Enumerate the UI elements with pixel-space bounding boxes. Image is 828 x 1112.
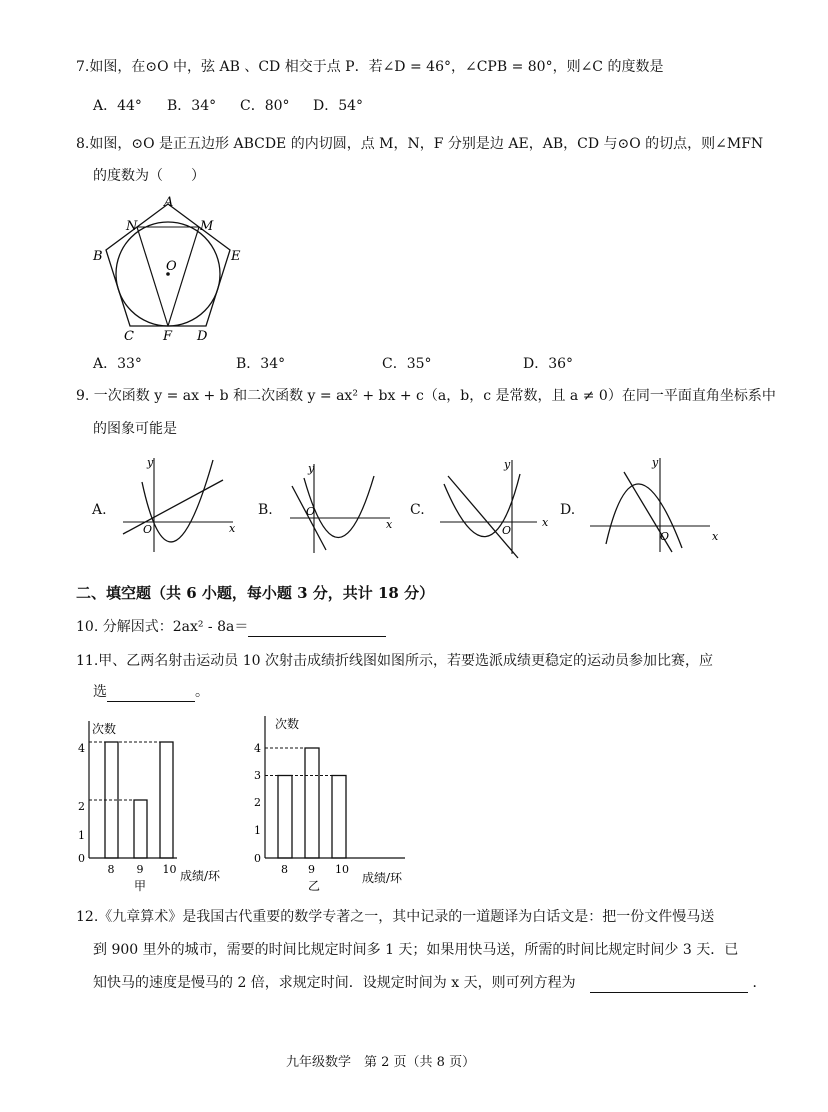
chart-yi-ytick-0: 0 xyxy=(254,852,261,865)
chart-yi xyxy=(248,710,413,895)
xtick-10: 10 xyxy=(162,863,177,876)
q8-option-c: C．35° xyxy=(382,356,432,372)
chart-yi-ytick-4: 4 xyxy=(254,742,261,755)
label-n: N xyxy=(126,219,138,234)
q9-option-d: D. xyxy=(560,502,576,518)
q7-text: 7.如图，在⊙O 中，弦 AB 、CD 相交于点 P．若∠D = 46°，∠CPB = 80°，则∠C 的度数是 xyxy=(76,59,664,75)
q12-line3-text: 知快马的速度是慢马的 2 倍，求规定时间．设规定时间为 x 天，则可列方程为 xyxy=(93,975,576,991)
axis-y-label: y xyxy=(504,458,511,471)
axis-x-label: x xyxy=(542,516,549,529)
label-a: A xyxy=(164,195,174,210)
q12-answer-blank[interactable] xyxy=(590,976,748,993)
q11-answer-blank[interactable] xyxy=(107,685,195,702)
xtick-8: 8 xyxy=(107,863,115,876)
axis-x-label: x xyxy=(712,530,719,543)
origin-label: O xyxy=(143,523,153,536)
axis-y-label: y xyxy=(147,456,154,469)
chart-jia-xlabel: 成绩/环 xyxy=(180,869,221,883)
q9-graph-a xyxy=(118,452,243,557)
chart-jia-ytick-4: 4 xyxy=(78,742,85,755)
q8-line2: 的度数为（ ） xyxy=(93,168,205,184)
origin-label: O xyxy=(660,530,670,543)
chart-jia xyxy=(72,715,252,895)
q10-label: 10. 分解因式：2ax² - 8a＝ xyxy=(76,619,249,635)
chart-yi-name: 乙 xyxy=(308,879,321,893)
q7-option-d: D．54° xyxy=(313,98,364,114)
q12-line1: 12.《九章算术》是我国古代重要的数学专著之一，其中记录的一道题译为白话文是：把一份文件慢马送 xyxy=(76,909,715,925)
q11-prefix: 选 xyxy=(93,684,107,700)
q10-answer-blank[interactable] xyxy=(248,620,386,637)
chart-yi-xlabel: 成绩/环 xyxy=(362,871,403,885)
bar-乙-10 xyxy=(332,776,346,859)
q12-line3-end: ． xyxy=(752,975,767,991)
label-m: M xyxy=(200,219,214,234)
q11-suffix: 。 xyxy=(195,684,209,700)
xtick-8: 8 xyxy=(281,863,288,876)
q11-line2 xyxy=(93,682,209,702)
chart-yi-ytick-2: 2 xyxy=(254,796,261,809)
bar-甲-9 xyxy=(134,800,147,858)
q9-line1: 9. 一次函数 y = ax + b 和二次函数 y = ax² + bx + c（a，b，c 是常数，且 a ≠ 0）在同一平面直角坐标系中 xyxy=(76,388,776,404)
chart-yi-ylabel: 次数 xyxy=(275,717,300,731)
q12-line3 xyxy=(93,973,767,993)
origin-label: O xyxy=(306,505,316,518)
q8-option-d: D．36° xyxy=(523,356,574,372)
xtick-9: 9 xyxy=(136,863,144,876)
q7-option-c: C．80° xyxy=(240,98,290,114)
q9-graph-c xyxy=(432,454,557,559)
q12-line2: 到 900 里外的城市，需要的时间比规定时间多 1 天；如果用快马送，所需的时间比规定时间少 3 天．已 xyxy=(93,942,739,958)
origin-label: O xyxy=(502,524,512,537)
chart-jia-name: 甲 xyxy=(134,879,147,893)
section-title: 二、填空题（共 6 小题，每小题 3 分，共计 18 分） xyxy=(76,584,435,602)
q9-option-c: C. xyxy=(410,502,425,518)
label-c: C xyxy=(124,329,134,344)
label-o: O xyxy=(166,259,177,274)
bar-乙-9 xyxy=(305,748,319,858)
label-f: F xyxy=(163,329,173,344)
pentagon-figure xyxy=(90,190,250,350)
bar-乙-8 xyxy=(278,776,292,859)
xtick-10: 10 xyxy=(335,863,349,876)
bar-甲-10 xyxy=(160,742,173,858)
segment-mf xyxy=(168,227,199,326)
q9-option-a: A. xyxy=(92,502,107,518)
q7-option-b: B．34° xyxy=(167,98,217,114)
chart-jia-ytick-0: 0 xyxy=(78,852,85,865)
chart-yi-ytick-1: 1 xyxy=(254,824,261,837)
xtick-9: 9 xyxy=(308,863,315,876)
chart-jia-ytick-2: 2 xyxy=(78,800,85,813)
q7-option-a: A．44° xyxy=(93,98,142,114)
axis-y-label: y xyxy=(308,462,315,475)
axis-y-label: y xyxy=(652,456,659,469)
axis-x-label: x xyxy=(229,522,236,535)
q9-graph-b xyxy=(282,458,402,558)
segment-nf xyxy=(137,227,168,326)
q11-line1: 11.甲、乙两名射击运动员 10 次射击成绩折线图如图所示，若要选派成绩更稳定的运动员参加比赛，应 xyxy=(76,653,713,669)
q10-text xyxy=(76,617,386,637)
q9-option-b: B. xyxy=(258,502,273,518)
q8-option-b: B．34° xyxy=(236,356,286,372)
chart-yi-ytick-3: 3 xyxy=(254,769,261,782)
label-d: D xyxy=(197,329,208,344)
axis-x-label: x xyxy=(386,518,393,531)
q9-line2: 的图象可能是 xyxy=(93,421,177,437)
chart-jia-ylabel: 次数 xyxy=(92,722,117,736)
label-b: B xyxy=(93,249,103,264)
page-footer: 九年级数学 第 2 页（共 8 页） xyxy=(286,1055,476,1070)
chart-jia-ytick-1: 1 xyxy=(78,829,85,842)
label-e: E xyxy=(231,249,241,264)
q8-option-a: A．33° xyxy=(93,356,142,372)
q8-line1: 8.如图，⊙O 是正五边形 ABCDE 的内切圆，点 M，N，F 分别是边 AE，AB，CD 与⊙O 的切点，则∠MFN xyxy=(76,136,764,152)
q9-graph-d xyxy=(584,452,724,557)
